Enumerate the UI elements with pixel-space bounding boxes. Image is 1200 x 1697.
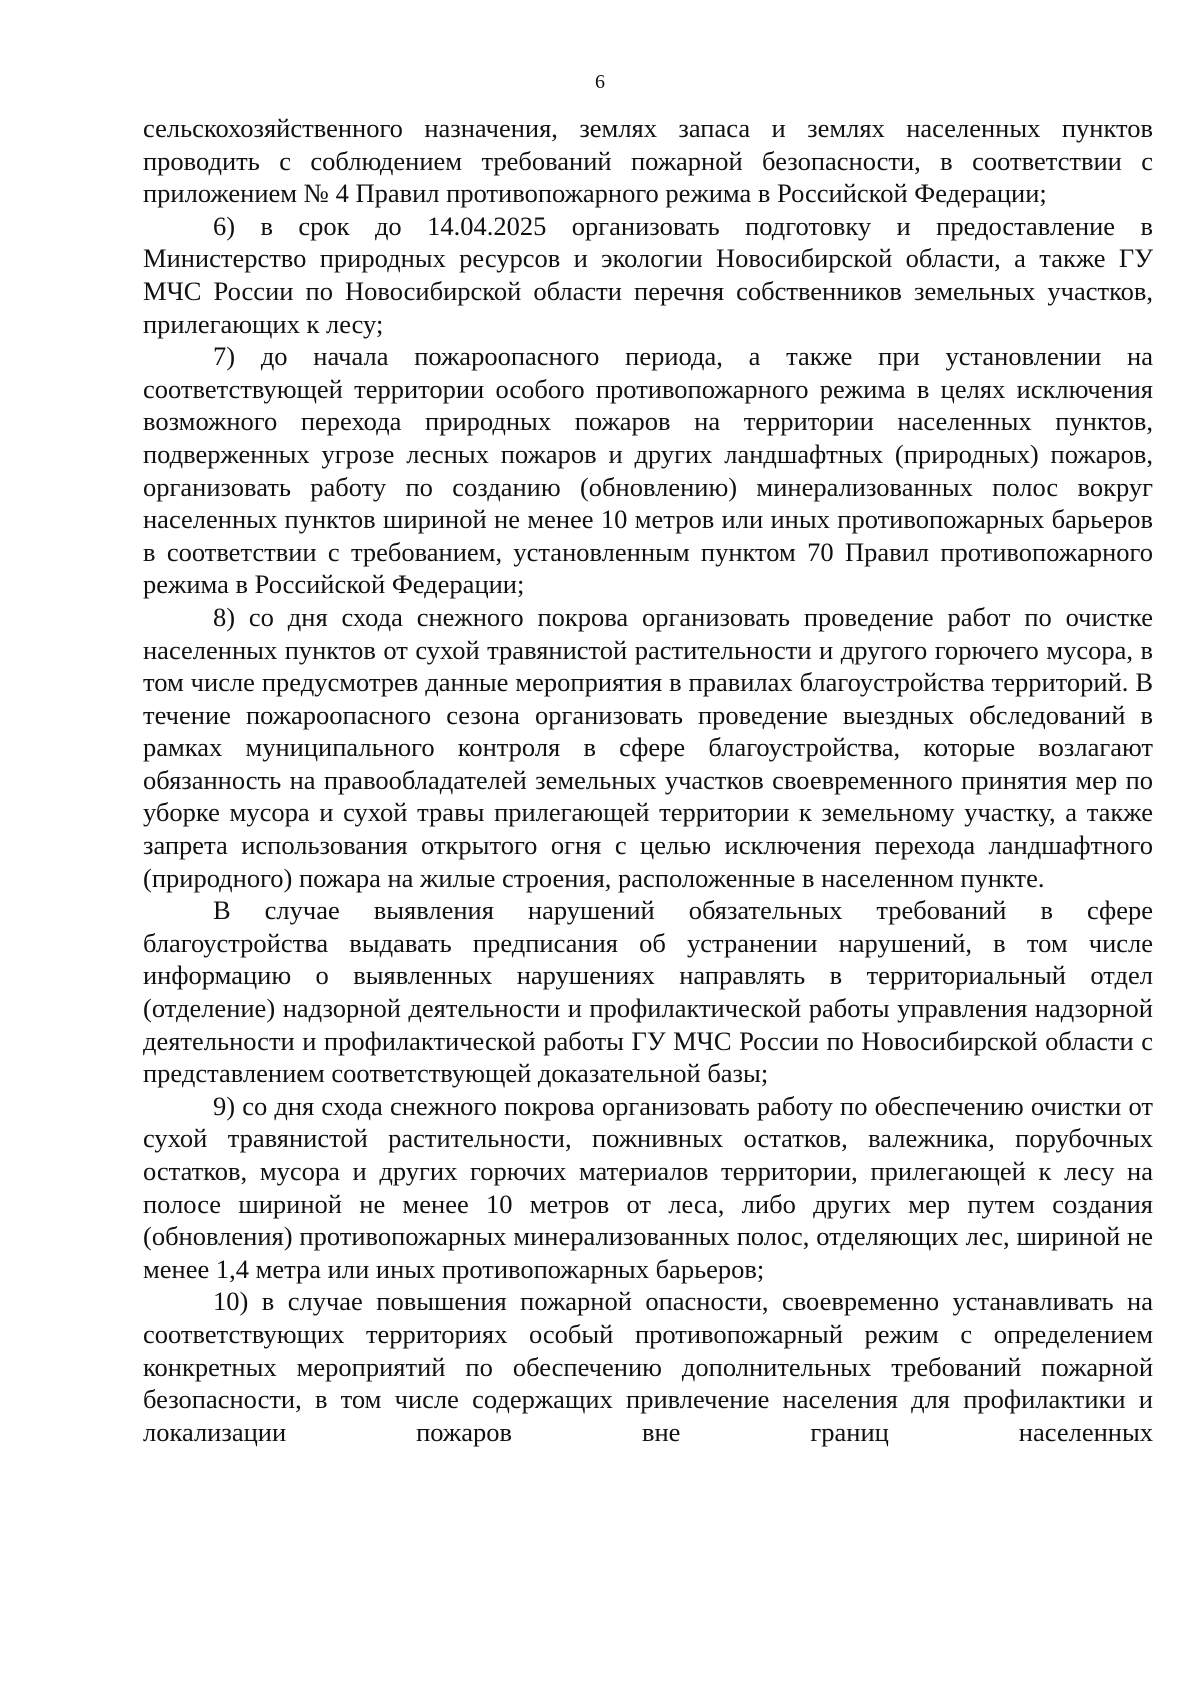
page-number: 6	[595, 71, 605, 93]
paragraph-item-8-violations: В случае выявления нарушений обязательных требований в сфере благоустройства выдавать предписания об устранении нарушений, в том числе информацию о выявленных нарушениях направлять в территориальный отдел (отделение) надзорной деятельности и профилактической работы управления надзорной деятельности и профилактической работы ГУ МЧС России по Новосибирской области с представлением соответствующей доказательной базы;	[143, 895, 1153, 1089]
paragraph-item-7: 7) до начала пожароопасного периода, а также при установлении на соответствующей территории особого противопожарного режима в целях исключения возможного перехода природных пожаров на территории населенных пунктов, подверженных угрозе лесных пожаров и других ландшафтных (природных) пожаров, организовать работу по созданию (обновлению) минерализованных полос вокруг населенных пунктов шириной не менее 10 метров или иных противопожарных барьеров в соответствии с требованием, установленным пунктом 70 Правил противопожарного режима в Российской Федерации;	[143, 341, 1153, 600]
document-body	[143, 112, 1153, 1448]
paragraph-item-9: 9) со дня схода снежного покрова организовать работу по обеспечению очистки от сухой травянистой растительности, пожнивных остатков, валежника, порубочных остатков, мусора и других горючих материалов территории, прилегающей к лесу на полосе шириной не менее 10 метров от леса, либо других мер путем создания (обновления) противопожарных минерализованных полос, отделяющих лес, шириной не менее 1,4 метра или иных противопожарных барьеров;	[143, 1090, 1153, 1284]
paragraph-item-8: 8) со дня схода снежного покрова организовать проведение работ по очистке населенных пунктов от сухой травянистой растительности и другого горючего мусора, в том числе предусмотрев данные мероприятия в правилах благоустройства территорий. В течение пожароопасного сезона организовать проведение выездных обследований в рамках муниципального контроля в сфере благоустройства, которые возлагают обязанность на правообладателей земельных участков своевременного принятия мер по уборке мусора и сухой травы прилегающей территории к земельному участку, а также запрета использования открытого огня с целью исключения перехода ландшафтного (природного) пожара на жилые строения, расположенные в населенном пункте.	[143, 601, 1153, 893]
paragraph-item-10: 10) в случае повышения пожарной опасности, своевременно устанавливать на соответствующих территориях особый противопожарный режим с определением конкретных мероприятий по обеспечению дополнительных требований пожарной безопасности, в том числе содержащих привлечение населения для профилактики и локализации пожаров вне границ населенных	[143, 1286, 1153, 1447]
paragraph-item-6: 6) в срок до 14.04.2025 организовать подготовку и предоставление в Министерство природных ресурсов и экологии Новосибирской области, а также ГУ МЧС России по Новосибирской области перечня собственников земельных участков, прилегающих к лесу;	[143, 210, 1153, 339]
paragraph-continuation: сельскохозяйственного назначения, землях запаса и землях населенных пунктов проводить с соблюдением требований пожарной безопасности, в соответствии с приложением № 4 Правил противопожарного режима в Российской Федерации;	[143, 113, 1153, 209]
